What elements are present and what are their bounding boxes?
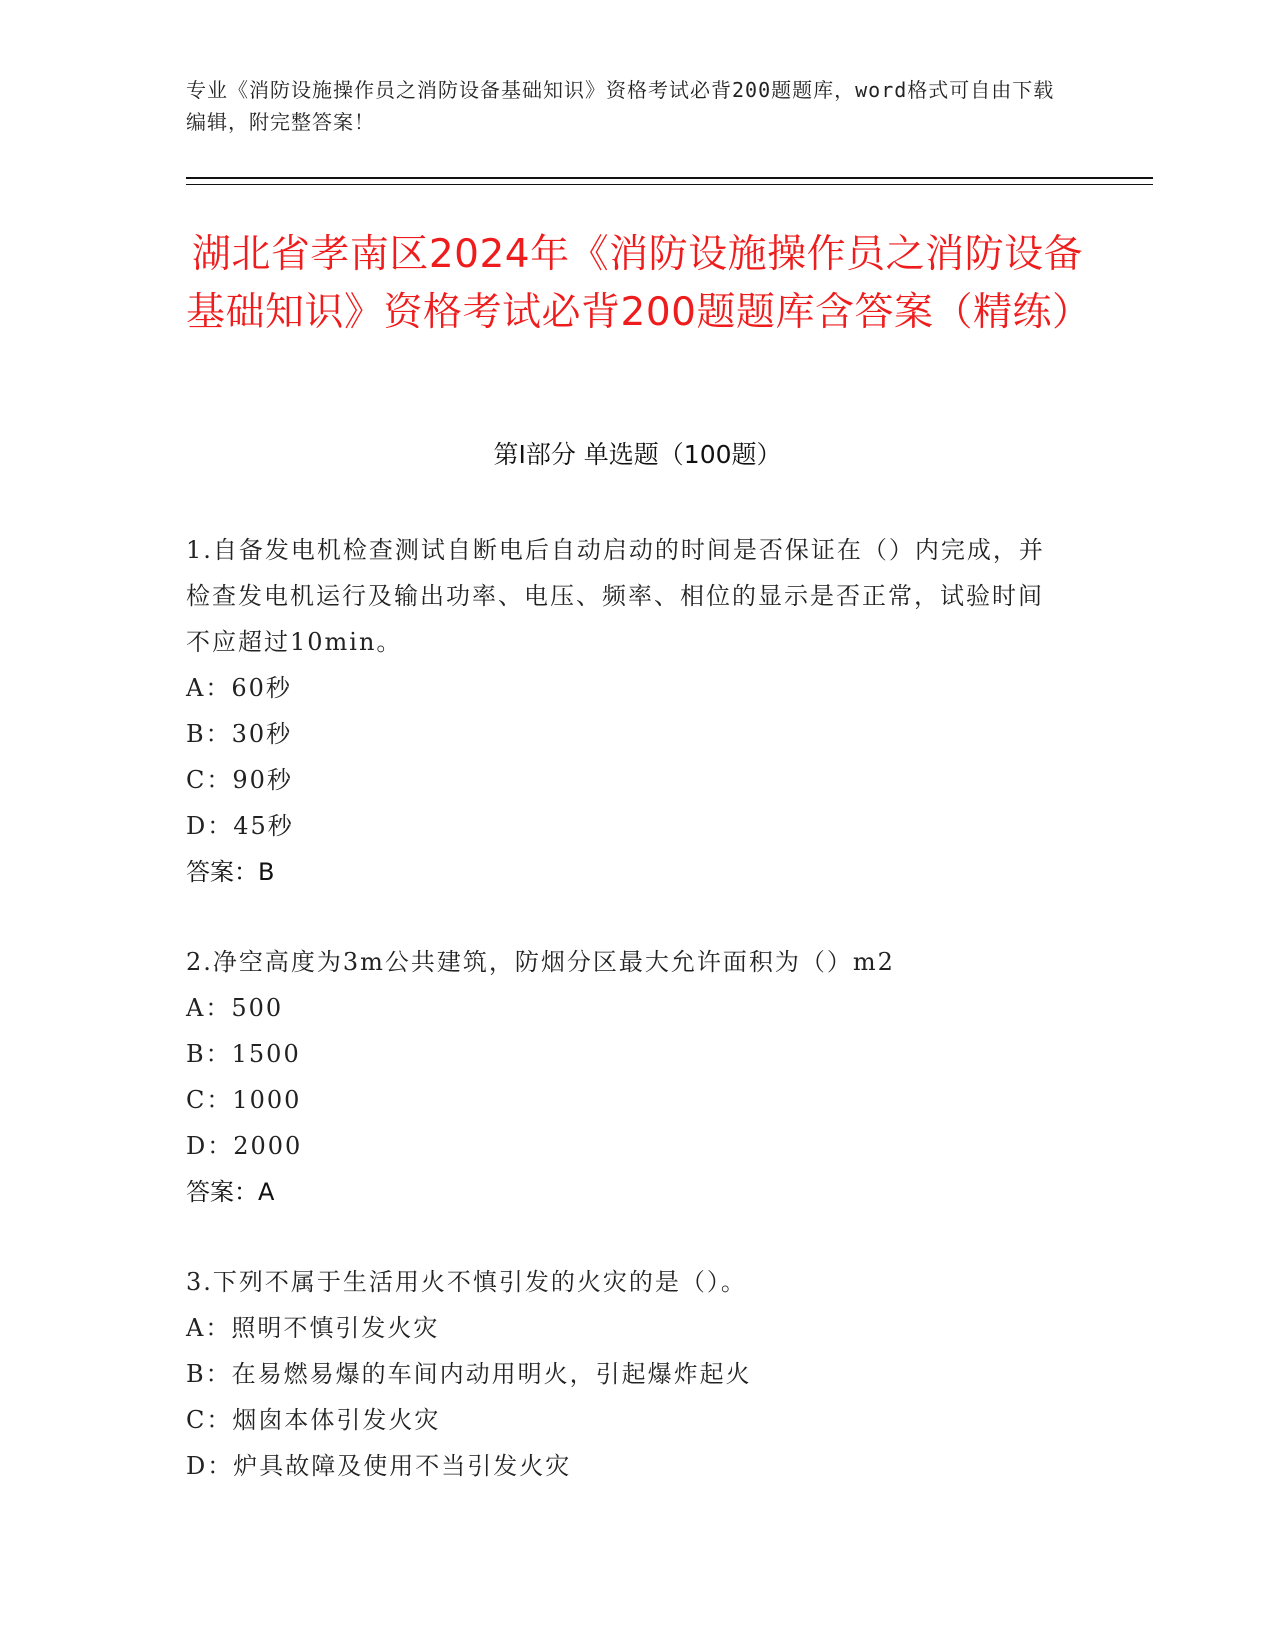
option-d: D：2000 bbox=[186, 1132, 303, 1160]
option-a: A：60秒 bbox=[186, 674, 292, 702]
option-b: B：30秒 bbox=[186, 720, 293, 748]
question-stem: 1.自备发电机检查测试自断电后自动启动的时间是否保证在（）内完成，并检查发电机运行及输出功率、电压、频率、相位的显示是否正常，试验时间不应超过10min。 bbox=[186, 536, 1045, 656]
section-title: 第Ⅰ部分 单选题（100题） bbox=[493, 440, 782, 469]
answer-line: 答案：B bbox=[186, 858, 275, 886]
header-rule-thin bbox=[186, 184, 1153, 185]
option-c: C：烟囱本体引发火灾 bbox=[186, 1406, 441, 1434]
option-b: B：在易燃易爆的车间内动用明火，引起爆炸起火 bbox=[186, 1360, 752, 1388]
header-rule-thick bbox=[186, 177, 1153, 179]
header-note: 专业《消防设施操作员之消防设备基础知识》资格考试必背200题题库，word格式可自由下载编辑，附完整答案！ bbox=[186, 78, 1055, 134]
option-a: A：照明不慎引发火灾 bbox=[186, 1314, 440, 1342]
answer-line: 答案：A bbox=[186, 1178, 275, 1206]
document-title: 湖北省孝南区2024年《消防设施操作员之消防设备基础知识》资格考试必背200题题库含答案（精练） bbox=[186, 232, 1092, 335]
option-c: C：90秒 bbox=[186, 766, 293, 794]
question-list bbox=[186, 527, 1066, 1533]
option-d: D：45秒 bbox=[186, 812, 294, 840]
question-1 bbox=[186, 527, 1066, 895]
question-stem: 3.下列不属于生活用火不慎引发的火灾的是（）。 bbox=[186, 1268, 747, 1296]
question-3 bbox=[186, 1259, 1066, 1489]
option-b: B：1500 bbox=[186, 1040, 301, 1068]
question-2 bbox=[186, 939, 1066, 1215]
option-d: D：炉具故障及使用不当引发火灾 bbox=[186, 1452, 572, 1480]
question-stem: 2.净空高度为3m公共建筑，防烟分区最大允许面积为（）m2 bbox=[186, 948, 895, 976]
option-c: C：1000 bbox=[186, 1086, 302, 1114]
option-a: A：500 bbox=[186, 994, 284, 1022]
